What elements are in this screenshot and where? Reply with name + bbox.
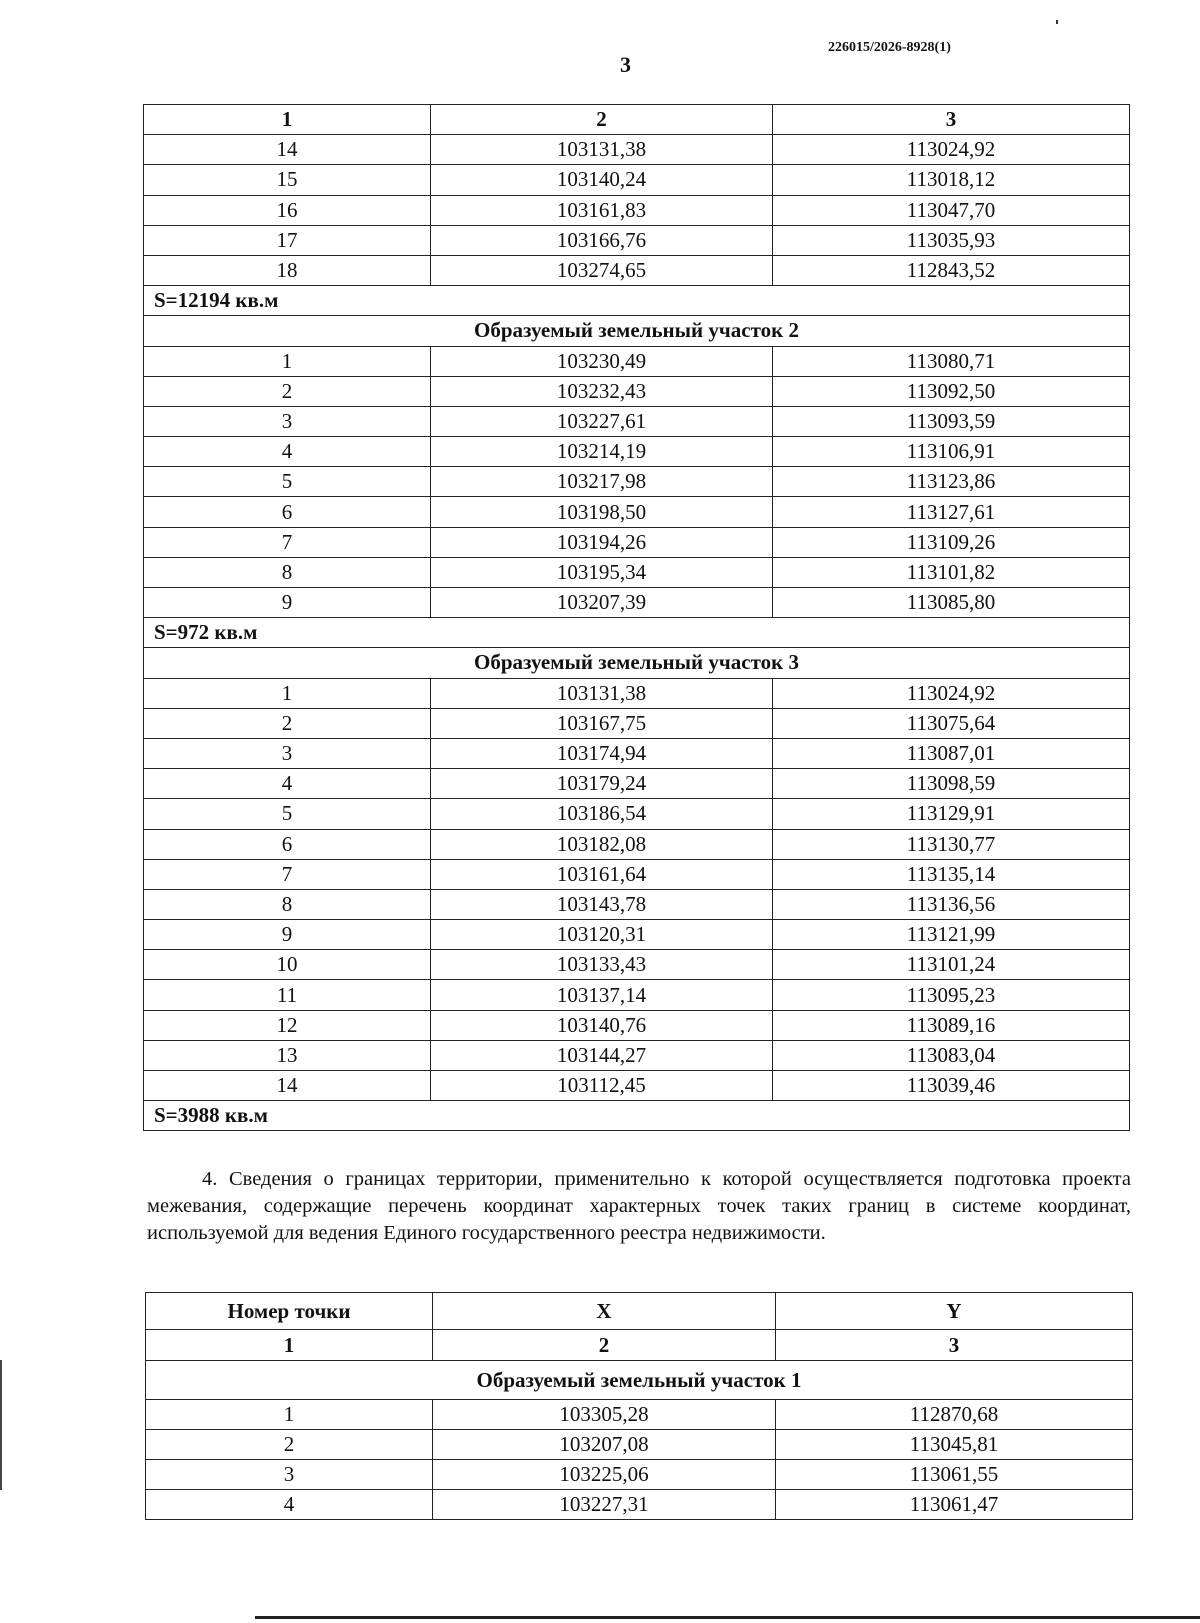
y-coordinate-cell: 113129,91 (773, 799, 1130, 829)
table-row (144, 255, 1130, 285)
area-value: S=972 кв.м (144, 618, 1130, 648)
y-coordinate-cell: 113039,46 (773, 1071, 1130, 1101)
area-value: S=12194 кв.м (144, 286, 1130, 316)
point-number-cell: 8 (144, 889, 431, 919)
y-coordinate-cell: 113024,92 (773, 135, 1130, 165)
point-number-cell: 14 (144, 1071, 431, 1101)
x-coordinate-cell: 103194,26 (431, 527, 773, 557)
x-coordinate-cell: 103305,28 (433, 1400, 776, 1430)
y-coordinate-cell: 113085,80 (773, 588, 1130, 618)
table-row (144, 527, 1130, 557)
section-row (144, 316, 1130, 346)
table-row (144, 738, 1130, 768)
point-number-cell: 11 (144, 980, 431, 1010)
x-coordinate-cell: 103144,27 (431, 1040, 773, 1070)
x-coordinate-cell: 103112,45 (431, 1071, 773, 1101)
y-coordinate-cell: 113123,86 (773, 467, 1130, 497)
section-row (144, 648, 1130, 678)
x-coordinate-cell: 103167,75 (431, 708, 773, 738)
table-row (144, 769, 1130, 799)
scan-speck (1056, 20, 1058, 24)
point-number-cell: 14 (144, 135, 431, 165)
y-coordinate-cell: 113101,24 (773, 950, 1130, 980)
table-row (144, 346, 1130, 376)
column-header-y: Y (776, 1293, 1133, 1330)
area-row (144, 286, 1130, 316)
section-4-paragraph: 4. Сведения о границах территории, применительно к которой осуществляется подготовка проекта межевания, содержащие перечень координат характерных точек таких границ в системе координат, используемой для ведения Единого государственного реестра недвижимости. (147, 1168, 1131, 1244)
table-row (144, 980, 1130, 1010)
point-number-cell: 13 (144, 1040, 431, 1070)
y-coordinate-cell: 113047,70 (773, 195, 1130, 225)
point-number-cell: 7 (144, 859, 431, 889)
table-row (144, 829, 1130, 859)
point-number-cell: 1 (144, 346, 431, 376)
point-number-cell: 12 (144, 1010, 431, 1040)
y-coordinate-cell: 113101,82 (773, 557, 1130, 587)
x-coordinate-cell: 103179,24 (431, 769, 773, 799)
table-row (144, 195, 1130, 225)
column-number-cell: 1 (144, 105, 431, 135)
table-row (144, 678, 1130, 708)
x-coordinate-cell: 103217,98 (431, 467, 773, 497)
y-coordinate-cell: 113136,56 (773, 889, 1130, 919)
point-number-cell: 3 (144, 738, 431, 768)
point-number-cell: 16 (144, 195, 431, 225)
point-number-cell: 6 (144, 497, 431, 527)
point-number-cell: 3 (144, 406, 431, 436)
point-number-cell: 2 (144, 376, 431, 406)
point-number-cell: 15 (144, 165, 431, 195)
x-coordinate-cell: 103207,08 (433, 1430, 776, 1460)
x-coordinate-cell: 103120,31 (431, 920, 773, 950)
y-coordinate-cell: 113018,12 (773, 165, 1130, 195)
x-coordinate-cell: 103227,61 (431, 406, 773, 436)
y-coordinate-cell: 113106,91 (773, 437, 1130, 467)
x-coordinate-cell: 103137,14 (431, 980, 773, 1010)
column-number-cell: 3 (773, 105, 1130, 135)
document-id: 226015/2026-8928(1) (828, 40, 951, 55)
x-coordinate-cell: 103140,76 (431, 1010, 773, 1040)
table-row (146, 1430, 1133, 1460)
y-coordinate-cell: 113075,64 (773, 708, 1130, 738)
area-row (144, 1101, 1130, 1131)
y-coordinate-cell: 113089,16 (773, 1010, 1130, 1040)
point-number-cell: 10 (144, 950, 431, 980)
section-title: Образуемый земельный участок 3 (144, 648, 1130, 678)
table-row (144, 708, 1130, 738)
page-number: 3 (620, 52, 631, 77)
x-coordinate-cell: 103207,39 (431, 588, 773, 618)
table-header-row (144, 105, 1130, 135)
table-row (144, 950, 1130, 980)
table-row (144, 1071, 1130, 1101)
x-coordinate-cell: 103198,50 (431, 497, 773, 527)
table-row (146, 1460, 1133, 1490)
x-coordinate-cell: 103161,64 (431, 859, 773, 889)
y-coordinate-cell: 113135,14 (773, 859, 1130, 889)
table-row (144, 376, 1130, 406)
column-header-point-number: Номер точки (146, 1293, 433, 1330)
y-coordinate-cell: 113098,59 (773, 769, 1130, 799)
point-number-cell: 9 (144, 588, 431, 618)
column-header-x: X (433, 1293, 776, 1330)
table-row (144, 799, 1130, 829)
column-number-cell: 2 (433, 1330, 776, 1361)
table-row (144, 437, 1130, 467)
column-number-cell: 2 (431, 105, 773, 135)
y-coordinate-cell: 113080,71 (773, 346, 1130, 376)
area-value: S=3988 кв.м (144, 1101, 1130, 1131)
table-row (144, 467, 1130, 497)
point-number-cell: 3 (146, 1460, 433, 1490)
column-numbering-row (146, 1330, 1133, 1361)
y-coordinate-cell: 113035,93 (773, 225, 1130, 255)
point-number-cell: 4 (146, 1490, 433, 1520)
x-coordinate-cell: 103214,19 (431, 437, 773, 467)
point-number-cell: 4 (144, 437, 431, 467)
x-coordinate-cell: 103232,43 (431, 376, 773, 406)
x-coordinate-cell: 103140,24 (431, 165, 773, 195)
x-coordinate-cell: 103186,54 (431, 799, 773, 829)
x-coordinate-cell: 103166,76 (431, 225, 773, 255)
point-number-cell: 2 (144, 708, 431, 738)
point-number-cell: 1 (146, 1400, 433, 1430)
point-number-cell: 7 (144, 527, 431, 557)
y-coordinate-cell: 113121,99 (773, 920, 1130, 950)
section-title: Образуемый земельный участок 2 (144, 316, 1130, 346)
table-row (144, 225, 1130, 255)
x-coordinate-cell: 103225,06 (433, 1460, 776, 1490)
point-number-cell: 17 (144, 225, 431, 255)
y-coordinate-cell: 113061,55 (776, 1460, 1133, 1490)
y-coordinate-cell: 113127,61 (773, 497, 1130, 527)
x-coordinate-cell: 103227,31 (433, 1490, 776, 1520)
y-coordinate-cell: 113109,26 (773, 527, 1130, 557)
table-row (146, 1400, 1133, 1430)
table-row (144, 497, 1130, 527)
y-coordinate-cell: 113130,77 (773, 829, 1130, 859)
table-row (144, 889, 1130, 919)
y-coordinate-cell: 113045,81 (776, 1430, 1133, 1460)
column-number-cell: 3 (776, 1330, 1133, 1361)
column-number-cell: 1 (146, 1330, 433, 1361)
y-coordinate-cell: 113083,04 (773, 1040, 1130, 1070)
x-coordinate-cell: 103161,83 (431, 195, 773, 225)
x-coordinate-cell: 103131,38 (431, 135, 773, 165)
table-row (146, 1490, 1133, 1520)
x-coordinate-cell: 103174,94 (431, 738, 773, 768)
table-row (144, 588, 1130, 618)
table-row (144, 165, 1130, 195)
table-row (144, 1010, 1130, 1040)
y-coordinate-cell: 112870,68 (776, 1400, 1133, 1430)
point-number-cell: 9 (144, 920, 431, 950)
table-row (144, 406, 1130, 436)
point-number-cell: 18 (144, 255, 431, 285)
x-coordinate-cell: 103182,08 (431, 829, 773, 859)
section-title: Образуемый земельный участок 1 (146, 1361, 1133, 1400)
y-coordinate-cell: 113093,59 (773, 406, 1130, 436)
table-row (144, 135, 1130, 165)
territory-boundary-table (145, 1292, 1133, 1520)
section-row (146, 1361, 1133, 1400)
x-coordinate-cell: 103143,78 (431, 889, 773, 919)
table-row (144, 920, 1130, 950)
point-number-cell: 6 (144, 829, 431, 859)
area-row (144, 618, 1130, 648)
y-coordinate-cell: 113061,47 (776, 1490, 1133, 1520)
y-coordinate-cell: 113095,23 (773, 980, 1130, 1010)
y-coordinate-cell: 112843,52 (773, 255, 1130, 285)
coordinates-table-continued (143, 104, 1130, 1131)
point-number-cell: 5 (144, 799, 431, 829)
scan-edge-mark (0, 1360, 2, 1490)
point-number-cell: 4 (144, 769, 431, 799)
x-coordinate-cell: 103131,38 (431, 678, 773, 708)
x-coordinate-cell: 103195,34 (431, 557, 773, 587)
x-coordinate-cell: 103274,65 (431, 255, 773, 285)
table-row (144, 859, 1130, 889)
point-number-cell: 2 (146, 1430, 433, 1460)
table-row (144, 1040, 1130, 1070)
y-coordinate-cell: 113087,01 (773, 738, 1130, 768)
y-coordinate-cell: 113092,50 (773, 376, 1130, 406)
table-header-row (146, 1293, 1133, 1330)
x-coordinate-cell: 103230,49 (431, 346, 773, 376)
table-row (144, 557, 1130, 587)
bottom-rule (255, 1616, 1200, 1619)
x-coordinate-cell: 103133,43 (431, 950, 773, 980)
point-number-cell: 1 (144, 678, 431, 708)
point-number-cell: 5 (144, 467, 431, 497)
point-number-cell: 8 (144, 557, 431, 587)
y-coordinate-cell: 113024,92 (773, 678, 1130, 708)
